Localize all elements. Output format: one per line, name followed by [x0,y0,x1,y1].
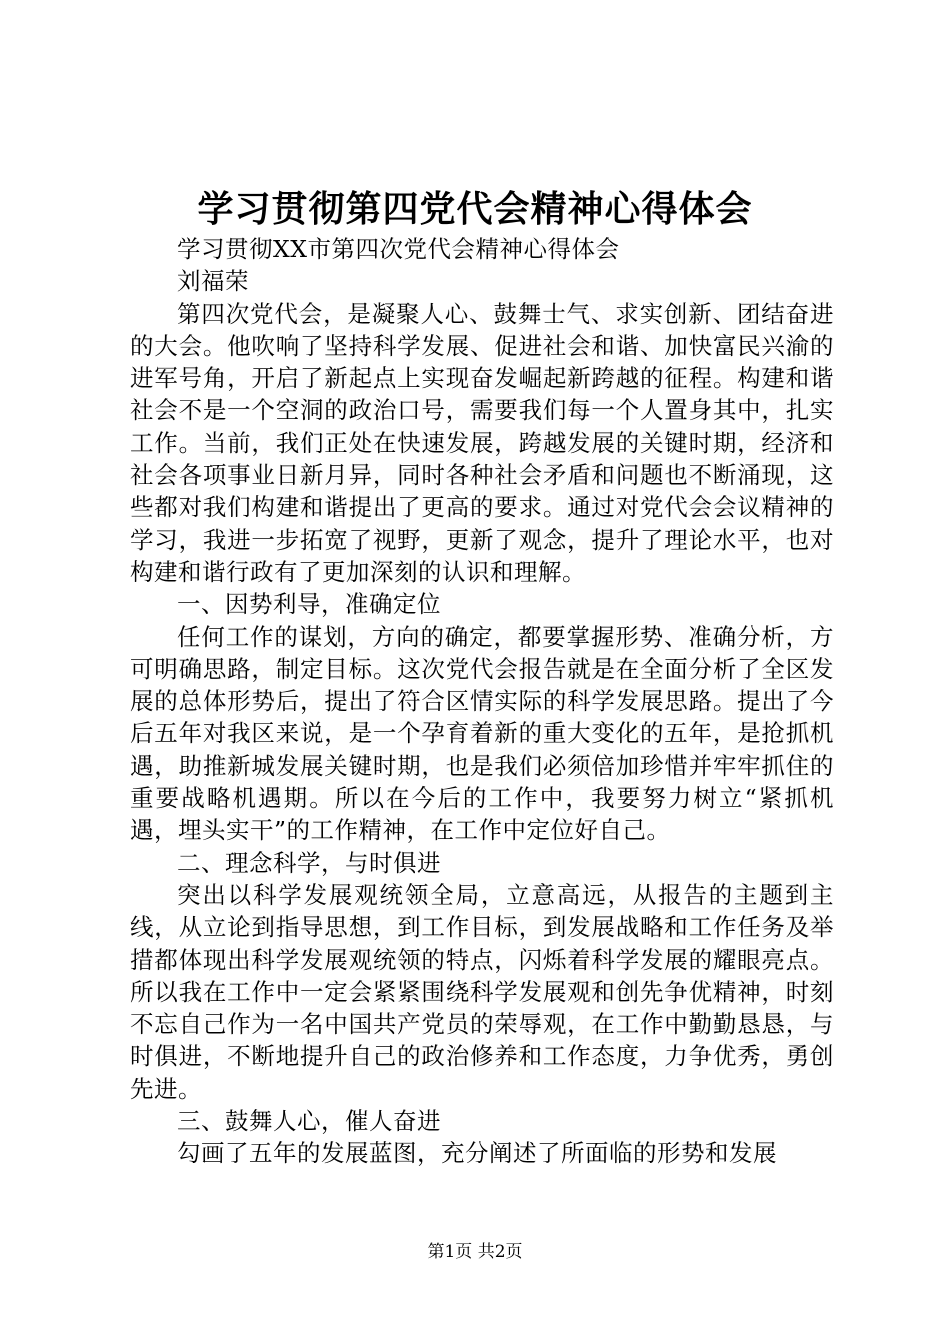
paragraph: 勾画了五年的发展蓝图，充分阐述了所面临的形势和发展 [177,1139,777,1168]
section-heading: 二、理念科学，与时俱进 [177,848,441,877]
paragraph: 突出以科学发展观统领全局，立意高远，从报告的主题到主线，从立论到指导思想，到工作目标，到发展战略和工作任务及举措都体现出科学发展观统领的特点，闪烁着科学发展的耀眼亮点。所以我在工作中一定会紧紧围绕科学发展观和创先争优精神，时刻不忘自己作为一名中国共产党员的荣辱观，在工作中勤勤恳恳，与时俱进，不断地提升自己的政治修养和工作态度，力争优秀，勇创先进。 [130,880,834,1103]
document-body [130,233,834,1170]
document-title: 学习贯彻第四党代会精神心得体会 [197,188,753,230]
page-footer: 第1页 共2页 [427,1242,523,1262]
author: 刘福荣 [177,267,249,296]
paragraph: 任何工作的谋划，方向的确定，都要掌握形势、准确分析，方可明确思路，制定目标。这次党代会报告就是在全面分析了全区发展的总体形势后，提出了符合区情实际的科学发展思路。提出了今后五年对我区来说，是一个孕育着新的重大变化的五年，是抢抓机遇，助推新城发展关键时期，也是我们必须倍加珍惜并牢牢抓住的重要战略机遇期。所以在今后的工作中，我要努力树立“紧抓机遇，埋头实干”的工作精神，在工作中定位好自己。 [130,622,834,845]
section-heading: 一、因势利导，准确定位 [177,590,441,619]
subtitle: 学习贯彻XX市第四次党代会精神心得体会 [177,235,620,263]
paragraph: 第四次党代会，是凝聚人心、鼓舞士气、求实创新、团结奋进的大会。他吹响了坚持科学发展、促进社会和谐、加快富民兴渝的进军号角，开启了新起点上实现奋发崛起新跨越的征程。构建和谐社会不是一个空洞的政治口号，需要我们每一个人置身其中，扎实工作。当前，我们正处在快速发展，跨越发展的关键时期，经济和社会各项事业日新月异，同时各种社会矛盾和问题也不断涌现，这些都对我们构建和谐提出了更高的要求。通过对党代会会议精神的学习，我进一步拓宽了视野，更新了观念，提升了理论水平，也对构建和谐行政有了更加深刻的认识和理解。 [130,299,834,586]
section-heading: 三、鼓舞人心，催人奋进 [177,1107,441,1136]
